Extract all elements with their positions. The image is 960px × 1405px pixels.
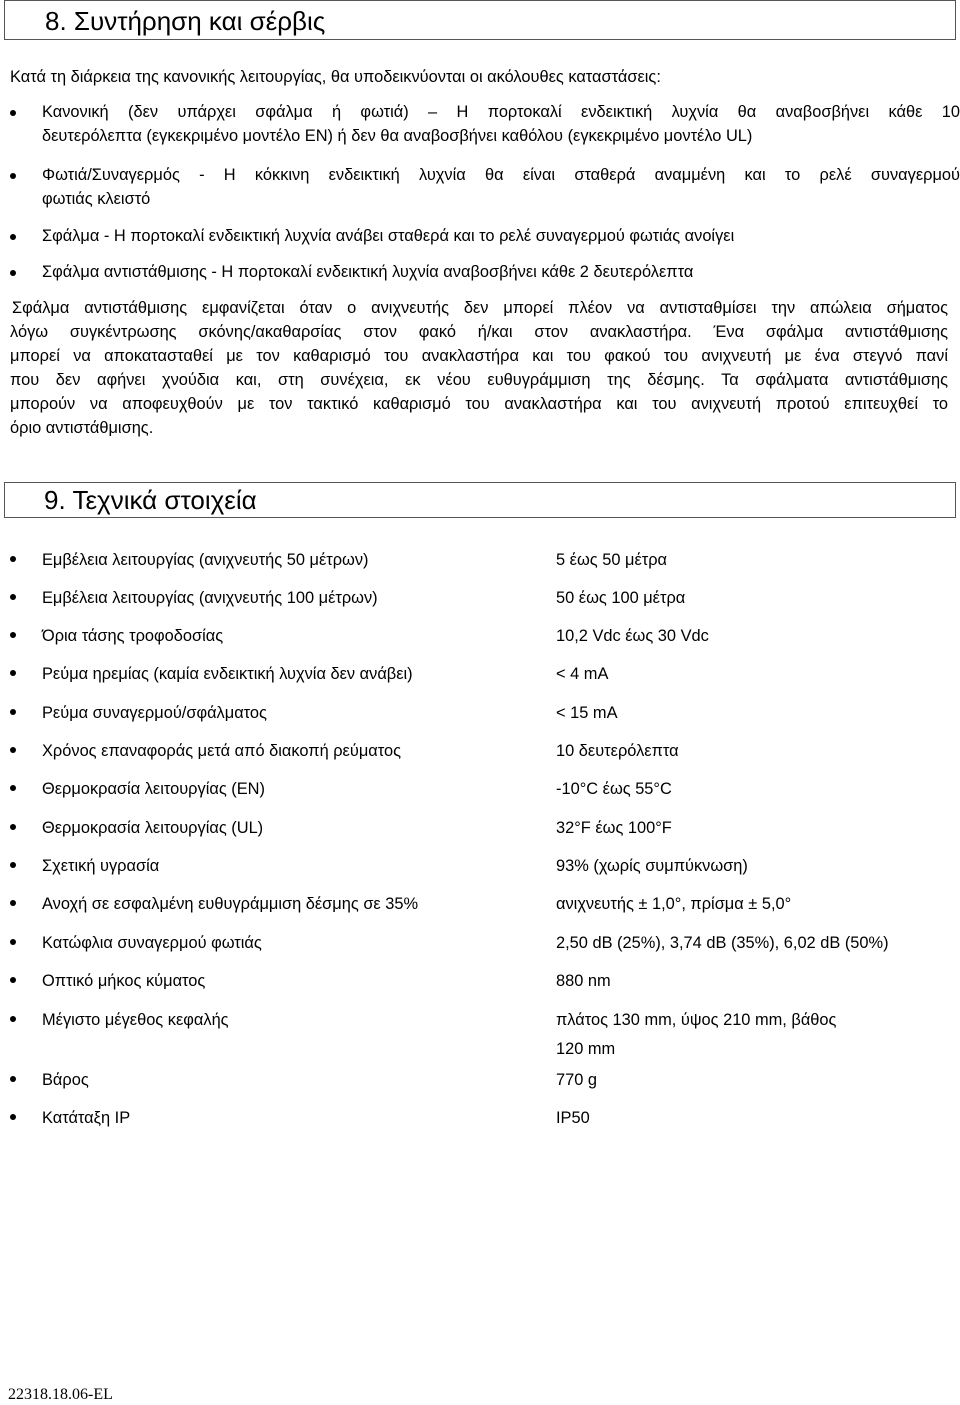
spec-row — [10, 1106, 950, 1130]
section-8-header — [4, 0, 956, 40]
spec-value: IP50 — [556, 1109, 590, 1127]
spec-value: -10°C έως 55°C — [556, 780, 672, 798]
spec-label: Σχετική υγρασία — [42, 857, 160, 875]
bullet-dot — [10, 173, 16, 179]
spec-row — [10, 662, 950, 686]
spec-row — [10, 931, 950, 955]
bullet-dot — [10, 270, 16, 276]
spec-label: Θερμοκρασία λειτουργίας (UL) — [42, 819, 264, 837]
bullet-text — [42, 260, 960, 284]
paragraph-line: μπορεί να αποκατασταθεί με τον καθαρισμό του ανακλαστήρα και του φακού του ανιχνευτή με ένα στεγνό πανί — [10, 347, 948, 365]
spec-value: 2,50 dB (25%), 3,74 dB (35%), 6,02 dB (50%) — [556, 934, 889, 952]
spec-label: Θερμοκρασία λειτουργίας (EN) — [42, 780, 265, 798]
spec-row — [10, 1068, 950, 1092]
bullet-dot — [10, 900, 16, 906]
bullet-dot — [10, 709, 16, 715]
bullet-dot — [10, 1016, 16, 1022]
bullet-line: δευτερόλεπτα (εγκεκριμένο μοντέλο EN) ή δεν θα αναβοσβήνει καθόλου (εγκεκριμένο μοντέλο UL) — [42, 127, 753, 145]
bullet-dot — [10, 862, 16, 868]
bullet-dot — [10, 939, 16, 945]
bullet-line: Κανονική (δεν υπάρχει σφάλμα ή φωτιά) – Η πορτοκαλί ενδεικτική λυχνία θα αναβοσβήνει κάθε 10 — [42, 103, 960, 121]
paragraph-line: που δεν αφήνει χνούδια και, στη συνέχεια, εκ νέου ευθυγράμμιση της δέσμης. Τα σφάλματα αντιστάθμισης — [10, 371, 948, 389]
bullet-dot — [10, 785, 16, 791]
spec-label: Ρεύμα συναγερμού/σφάλματος — [42, 704, 267, 722]
spec-row — [10, 892, 950, 916]
spec-value: πλάτος 130 mm, ύψος 210 mm, βάθος — [556, 1011, 837, 1029]
section-9-header — [4, 482, 956, 518]
spec-value: 10 δευτερόλεπτα — [556, 742, 679, 760]
spec-label: Όρια τάσης τροφοδοσίας — [42, 627, 224, 645]
spec-value: 32°F έως 100°F — [556, 819, 672, 837]
spec-row — [10, 739, 950, 763]
bullet-dot — [10, 594, 16, 600]
spec-label: Ρεύμα ηρεμίας (καμία ενδεικτική λυχνία δεν ανάβει) — [42, 665, 413, 683]
spec-label: Εμβέλεια λειτουργίας (ανιχνευτής 100 μέτρων) — [42, 589, 378, 607]
bullet-text — [42, 163, 960, 211]
bullet-dot — [10, 1076, 16, 1082]
spec-row — [10, 969, 950, 993]
spec-value: 10,2 Vdc έως 30 Vdc — [556, 627, 709, 645]
document-code: 22318.18.06-EL — [8, 1386, 113, 1403]
spec-label: Μέγιστο μέγεθος κεφαλής — [42, 1011, 229, 1029]
spec-row — [10, 624, 950, 648]
compensation-fault-paragraph — [10, 296, 948, 440]
spec-label: Κατάταξη IP — [42, 1109, 131, 1127]
paragraph-line: λόγω συγκέντρωσης σκόνης/ακαθαρσίας στον φακό ή/και στον ανακλαστήρα. Ένα σφάλμα αντιστάθμισης — [10, 323, 948, 341]
bullet-dot — [10, 824, 16, 830]
spec-value: 93% (χωρίς συμπύκνωση) — [556, 857, 748, 875]
spec-row — [10, 548, 950, 572]
spec-value-continued: 120 mm — [556, 1040, 616, 1058]
bullet-text — [42, 224, 960, 248]
spec-value: 5 έως 50 μέτρα — [556, 551, 668, 569]
spec-label: Χρόνος επαναφοράς μετά από διακοπή ρεύματος — [42, 742, 402, 760]
bullet-text — [42, 100, 960, 148]
spec-row — [10, 1008, 950, 1058]
bullet-dot — [10, 234, 16, 240]
spec-label: Οπτικό μήκος κύματος — [42, 972, 206, 990]
spec-value: < 4 mA — [556, 665, 609, 683]
bullet-dot — [10, 110, 16, 116]
section-8-title: 8. Συντήρηση και σέρβις — [45, 6, 326, 36]
bullet-line: Φωτιά/Συναγερμός - Η κόκκινη ενδεικτική λυχνία θα είναι σταθερά αναμμένη και το ρελέ συναγερμού — [42, 166, 960, 184]
bullet-dot — [10, 977, 16, 983]
section-9-title: 9. Τεχνικά στοιχεία — [44, 485, 257, 515]
spec-label: Ανοχή σε εσφαλμένη ευθυγράμμιση δέσμης σε 35% — [42, 895, 419, 913]
spec-label: Εμβέλεια λειτουργίας (ανιχνευτής 50 μέτρων) — [42, 551, 369, 569]
bullet-dot — [10, 747, 16, 753]
bullet-line: Σφάλμα - Η πορτοκαλί ενδεικτική λυχνία ανάβει σταθερά και το ρελέ συναγερμού φωτιάς ανοίγει — [42, 227, 735, 245]
spec-row — [10, 816, 950, 840]
bullet-line: Σφάλμα αντιστάθμισης - Η πορτοκαλί ενδεικτική λυχνία αναβοσβήνει κάθε 2 δευτερόλεπτα — [42, 263, 694, 281]
paragraph-line: Σφάλμα αντιστάθμισης εμφανίζεται όταν ο ανιχνευτής δεν μπορεί πλέον να αντισταθμίσει την απώλεια σήματος — [12, 299, 948, 317]
section-8-intro: Κατά τη διάρκεια της κανονικής λειτουργίας, θα υποδεικνύονται οι ακόλουθες καταστάσεις: — [10, 68, 661, 86]
spec-label: Βάρος — [42, 1071, 89, 1089]
bullet-dot — [10, 556, 16, 562]
bullet-dot — [10, 1114, 16, 1120]
spec-row — [10, 701, 950, 725]
bullet-dot — [10, 670, 16, 676]
spec-row — [10, 777, 950, 801]
paragraph-line: όριο αντιστάθμισης. — [10, 419, 154, 437]
spec-value: 50 έως 100 μέτρα — [556, 589, 686, 607]
paragraph-line: μπορούν να αποφευχθούν με τον τακτικό καθαρισμό του ανακλαστήρα και του ανιχνευτή προτού επιτευχθεί το — [10, 395, 948, 413]
bullet-dot — [10, 632, 16, 638]
spec-value: 770 g — [556, 1071, 598, 1089]
bullet-line: φωτιάς κλειστό — [42, 190, 151, 208]
spec-row — [10, 854, 950, 878]
spec-value: 880 nm — [556, 972, 611, 990]
spec-value: ανιχνευτής ± 1,0°, πρίσμα ± 5,0° — [556, 895, 792, 913]
spec-value: < 15 mA — [556, 704, 618, 722]
spec-label: Κατώφλια συναγερμού φωτιάς — [42, 934, 262, 952]
spec-row — [10, 586, 950, 610]
